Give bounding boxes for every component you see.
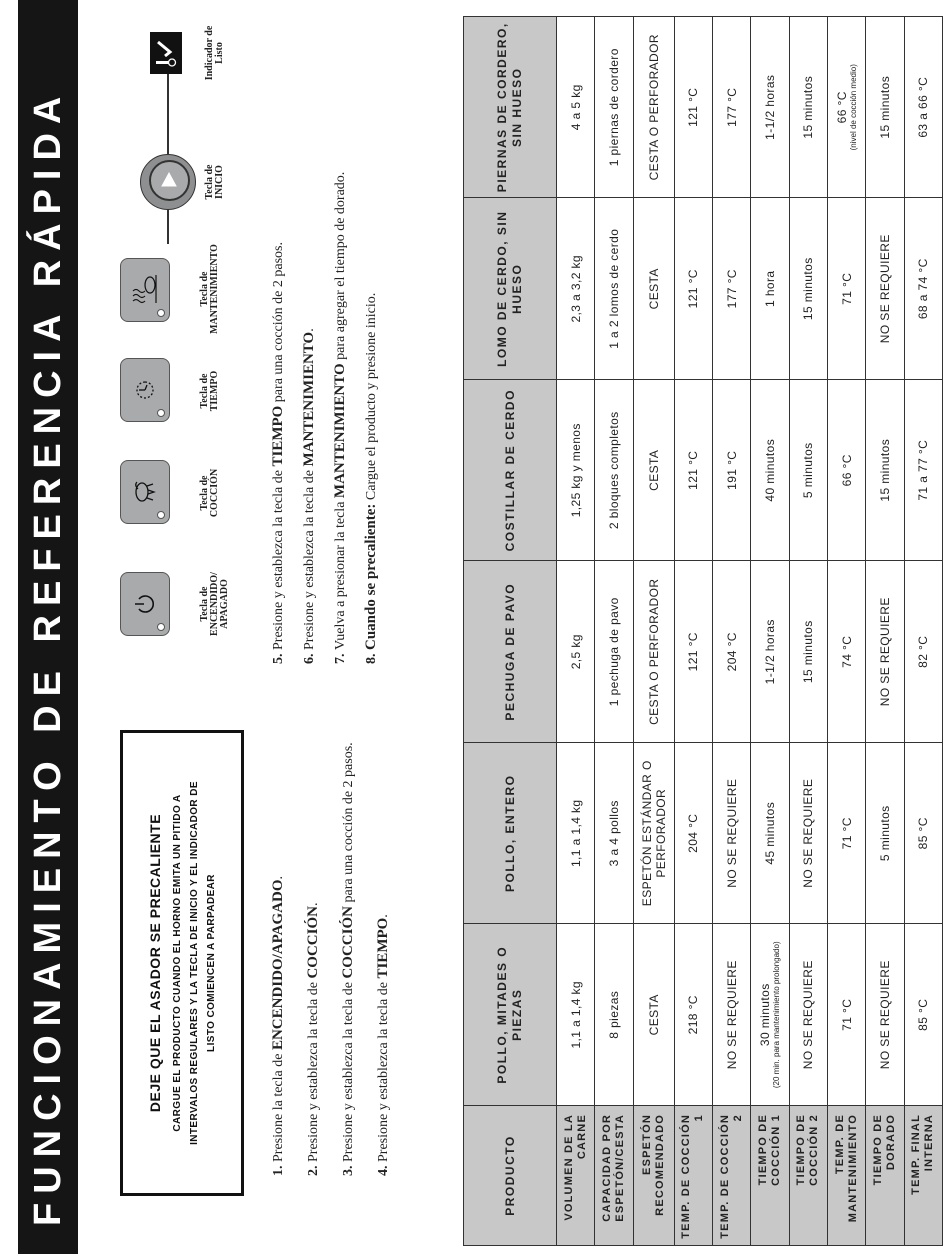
step-key-name: TIEMPO [270,405,286,467]
table-cell [595,17,633,199]
chicken-icon [129,477,159,507]
cell-value: 1,25 kg y menos [568,423,583,518]
column-header: PIERNAS DE CORDERO, SIN HUESO [464,17,557,199]
step-number: 4. [376,1162,391,1176]
table-cell [904,17,942,199]
table-cell [712,198,750,380]
cell-value: 85 °C [916,817,931,850]
table-cell [789,198,827,380]
table-row [789,17,827,1246]
table-cell [595,198,633,380]
row-header: TEMP. DE COCCIÓN 1 [674,1106,712,1246]
warning-title: DEJE QUE EL ASADOR SE PRECALIENTE [147,813,163,1113]
row-header: TIEMPO DE DORADO [866,1106,904,1246]
table-cell [557,561,595,743]
step-key-name: ENCENDIDO/APAGADO [270,879,286,1051]
table-cell [751,743,789,925]
cell-value: 1-1/2 horas [762,619,777,685]
cell-value: CESTA O PERFORADOR [646,578,661,725]
column-header: PECHUGA DE PAVO [464,561,557,743]
cell-value: 5 minutos [877,805,892,862]
key-indicator-dot [157,309,165,317]
table-cell [595,743,633,925]
table-cell [789,17,827,199]
table-row [674,17,712,1246]
cell-value: 15 minutos [877,75,892,139]
step-number: 1. [271,1162,286,1176]
cell-value: 2,3 a 3,2 kg [568,255,583,323]
cell-value: 68 a 74 °C [916,258,931,320]
cell-value: NO SE REQUIERE [724,778,739,888]
key-indicator-dot [157,623,165,631]
cell-value: 5 minutos [801,442,816,499]
cell-value: 2,5 kg [568,634,583,670]
timer-icon [131,376,159,404]
table-cell [827,380,865,562]
cell-value: 177 °C [724,87,739,127]
table-cell [789,561,827,743]
table-cell [633,561,674,743]
warning-text [169,733,220,1193]
preheat-warning-box [120,730,244,1196]
table-header-row [464,17,557,1246]
table-cell [557,924,595,1106]
warning-line: LISTO COMIENCEN A PARPADEAR [206,874,217,1052]
cell-value: 15 minutos [801,620,816,684]
cell-value: 191 °C [724,450,739,490]
ready-indicator [150,32,182,74]
cell-value: 66 °C [834,91,849,124]
row-header: VOLUMEN DE LA CARNE [557,1106,595,1246]
cell-value: 3 a 4 pollos [607,800,622,867]
step-key-name: MANTENIMIENTO [301,331,317,467]
table-row [595,17,633,1246]
cell-value: NO SE REQUIERE [801,778,816,888]
column-header-product: PRODUCTO [464,1106,557,1246]
warning-line: CARGUE EL PRODUCTO CUANDO EL HORNO EMITA UN PITIDO A [172,794,183,1132]
table-cell [866,380,904,562]
step-number: 8. [364,650,379,664]
row-header: TIEMPO DE COCCIÓN 2 [789,1106,827,1246]
table-cell [789,743,827,925]
cell-value: CESTA O PERFORADOR [646,34,661,181]
start-key-inner [149,160,190,201]
cell-value: 121 °C [686,450,701,490]
start-key[interactable] [140,154,196,210]
step-text: Presione y establezca la tecla de [306,978,321,1162]
step-text: . [271,875,286,880]
step-text: Cargue el producto y presione inicio. [364,292,379,504]
cooking-table [463,16,943,1246]
table-row [712,17,750,1246]
cell-value: 1 piernas de cordero [607,48,622,167]
table-row [827,17,865,1246]
table-cell [674,17,712,199]
table-cell [827,198,865,380]
time-key-label: Tecla de TIEMPO [199,370,220,412]
cell-value: 63 a 66 °C [916,76,931,138]
table-cell [674,198,712,380]
table-body [557,17,943,1246]
step-item [305,696,322,1176]
table-row [904,17,942,1246]
column-header: POLLO, ENTERO [464,743,557,925]
step-item [270,44,287,664]
table-cell [866,561,904,743]
row-header: TIEMPO DE COCCIÓN 1 [751,1106,789,1246]
table-cell [904,924,942,1106]
thermometer-check-icon [153,38,179,68]
table-cell [789,380,827,562]
cell-value: 30 minutos [757,983,772,1047]
step-number: 5. [271,650,286,664]
table-cell [557,380,595,562]
step-text: . [306,902,321,907]
table-cell [633,380,674,562]
step-number: 7. [333,650,348,664]
cell-value: 204 °C [724,632,739,672]
table-cell [595,924,633,1106]
table-cell [633,924,674,1106]
key-indicator-dot [157,511,165,519]
hold-key[interactable] [120,258,170,322]
table-cell [827,17,865,199]
row-header: ESPETÓN RECOMENDADO [633,1106,674,1246]
table-cell [751,380,789,562]
step-text: . [302,328,317,332]
cell-value: NO SE REQUIERE [877,234,892,344]
cell-value: 71 °C [839,817,854,850]
cell-note: (20 min. para mantenimiento prolongado) [771,941,781,1089]
cell-value: NO SE REQUIERE [724,960,739,1070]
step-key-name: TIEMPO [375,917,391,979]
table-cell [751,924,789,1106]
steps-right [270,44,394,664]
step-key-name: MANTENIMIENTO [332,363,348,499]
cell-value: NO SE REQUIERE [877,597,892,707]
table-cell [712,380,750,562]
table-cell [751,198,789,380]
table-cell [789,924,827,1106]
table-cell [595,380,633,562]
table-cell [674,743,712,925]
table-cell [557,198,595,380]
step-key-name: COCCIÓN [340,906,356,979]
cell-value: 71 a 77 °C [916,439,931,501]
step-number: 2. [306,1162,321,1176]
step-key-name: Cuando se precaliente: [363,503,379,650]
table-cell [751,561,789,743]
table-cell [712,561,750,743]
cell-value: 204 °C [686,813,701,853]
row-header: TEMP. DE COCCIÓN 2 [712,1106,750,1246]
table-cell [904,561,942,743]
step-item [363,44,380,664]
cook-key[interactable] [120,460,170,524]
power-key-label: Tecla de ENCENDIDO/ APAGADO [199,572,230,636]
cell-value: 1 pechuga de pavo [607,597,622,707]
cook-key-label: Tecla de COCCIÓN [199,468,220,518]
table-row [557,17,595,1246]
step-item [270,696,287,1176]
step-text: . [376,914,391,918]
step-number: 6. [302,650,317,664]
step-key-name: COCCIÓN [305,906,321,979]
cell-value: 177 °C [724,269,739,309]
hold-key-label: Tecla de MANTENIMIENTO [199,244,220,334]
cell-value: 121 °C [686,632,701,672]
table-cell [674,561,712,743]
step-text: para una cocción de 2 pasos. [341,742,356,907]
steps-left [270,696,410,1176]
page-title: FUNCIONAMIENTO DE REFERENCIA RÁPIDA [27,87,69,1226]
cell-value: 1 a 2 lomos de cerdo [607,228,622,349]
table-cell [866,17,904,199]
row-header: TEMP. FINAL INTERNA [904,1106,942,1246]
power-icon [133,592,157,616]
cell-value: 1 hora [762,270,777,307]
cell-value: 15 minutos [801,257,816,321]
cell-value: 71 °C [839,998,854,1031]
column-header: LOMO DE CERDO, SIN HUESO [464,198,557,380]
table-cell [633,743,674,925]
table-cell [827,924,865,1106]
step-item [301,44,318,664]
time-key[interactable] [120,358,170,422]
cell-value: CESTA [646,268,661,310]
cell-value: ESPETÓN ESTÁNDAR O PERFORADOR [639,760,668,907]
step-text: Presione la tecla de [271,1050,286,1162]
cell-value: 218 °C [686,995,701,1035]
cell-value: 82 °C [916,635,931,668]
table-cell [904,198,942,380]
cell-value: 15 minutos [877,438,892,502]
table-cell [712,924,750,1106]
cell-value: 40 minutos [762,438,777,502]
table-cell [866,743,904,925]
step-text: para una cocción de 2 pasos. [271,242,286,406]
cell-value: 1,1 a 1,4 kg [568,799,583,868]
table-row [751,17,789,1246]
row-header: CAPACIDAD POR ESPETÓN/CESTA [595,1106,633,1246]
cell-note: (nivel de cocción medio) [848,64,858,151]
cell-value: 85 °C [916,998,931,1031]
table-cell [674,924,712,1106]
row-header: TEMP. DE MANTENIMIENTO [827,1106,865,1246]
cell-value: 1-1/2 horas [762,74,777,140]
step-item [375,696,392,1176]
table-cell [751,17,789,199]
table-cell [557,17,595,199]
cell-value: 74 °C [839,635,854,668]
cell-value: 15 minutos [801,75,816,139]
steam-hold-icon [129,273,159,307]
table-cell [633,17,674,199]
cell-value: 71 °C [839,272,854,305]
cell-value: 8 piezas [607,990,622,1039]
play-icon [159,170,179,190]
step-text: Presione y establezca la tecla de [341,978,356,1162]
table-cell [904,380,942,562]
column-header: COSTILLAR DE CERDO [464,380,557,562]
table-row [866,17,904,1246]
table-cell [633,198,674,380]
column-header: POLLO, MITADES O PIEZAS [464,924,557,1106]
step-item [332,44,349,664]
cell-value: 2 bloques completos [607,411,622,530]
cell-value: 66 °C [839,454,854,487]
table-cell [595,561,633,743]
table-cell [674,380,712,562]
step-text: Vuelva a presionar la tecla [333,498,348,650]
table-cell [712,743,750,925]
cell-value: 1,1 a 1,4 kg [568,981,583,1049]
step-text: Presione y establezca la tecla de [271,466,286,650]
table-cell [866,198,904,380]
cell-value: 45 minutos [762,801,777,865]
cell-value: NO SE REQUIERE [877,960,892,1070]
step-number: 3. [341,1162,356,1176]
step-text: Presione y establezca la tecla de [302,466,317,650]
cell-value: 121 °C [686,269,701,309]
cell-value: NO SE REQUIERE [801,960,816,1070]
cell-value: 4 a 5 kg [568,84,583,131]
title-bar [18,0,78,1254]
cell-value: CESTA [646,994,661,1036]
table-cell [557,743,595,925]
table-cell [904,743,942,925]
cell-value: CESTA [646,449,661,491]
power-key[interactable] [120,572,170,636]
ready-indicator-label: Indicador de Listo [204,25,225,81]
table-cell [827,743,865,925]
step-text: para agregar el tiempo de dorado. [333,171,348,364]
table-cell [827,561,865,743]
table-cell [712,17,750,199]
table-cell [866,924,904,1106]
cell-value: 121 °C [686,87,701,127]
step-item [340,696,357,1176]
warning-line: INTERVALOS REGULARES Y LA TECLA DE INICIO Y EL INDICADOR DE [189,781,200,1145]
step-text: Presione y establezca la tecla de [376,978,391,1162]
key-indicator-dot [157,409,165,417]
start-key-label: Tecla de INICIO [204,164,225,200]
table-row [633,17,674,1246]
